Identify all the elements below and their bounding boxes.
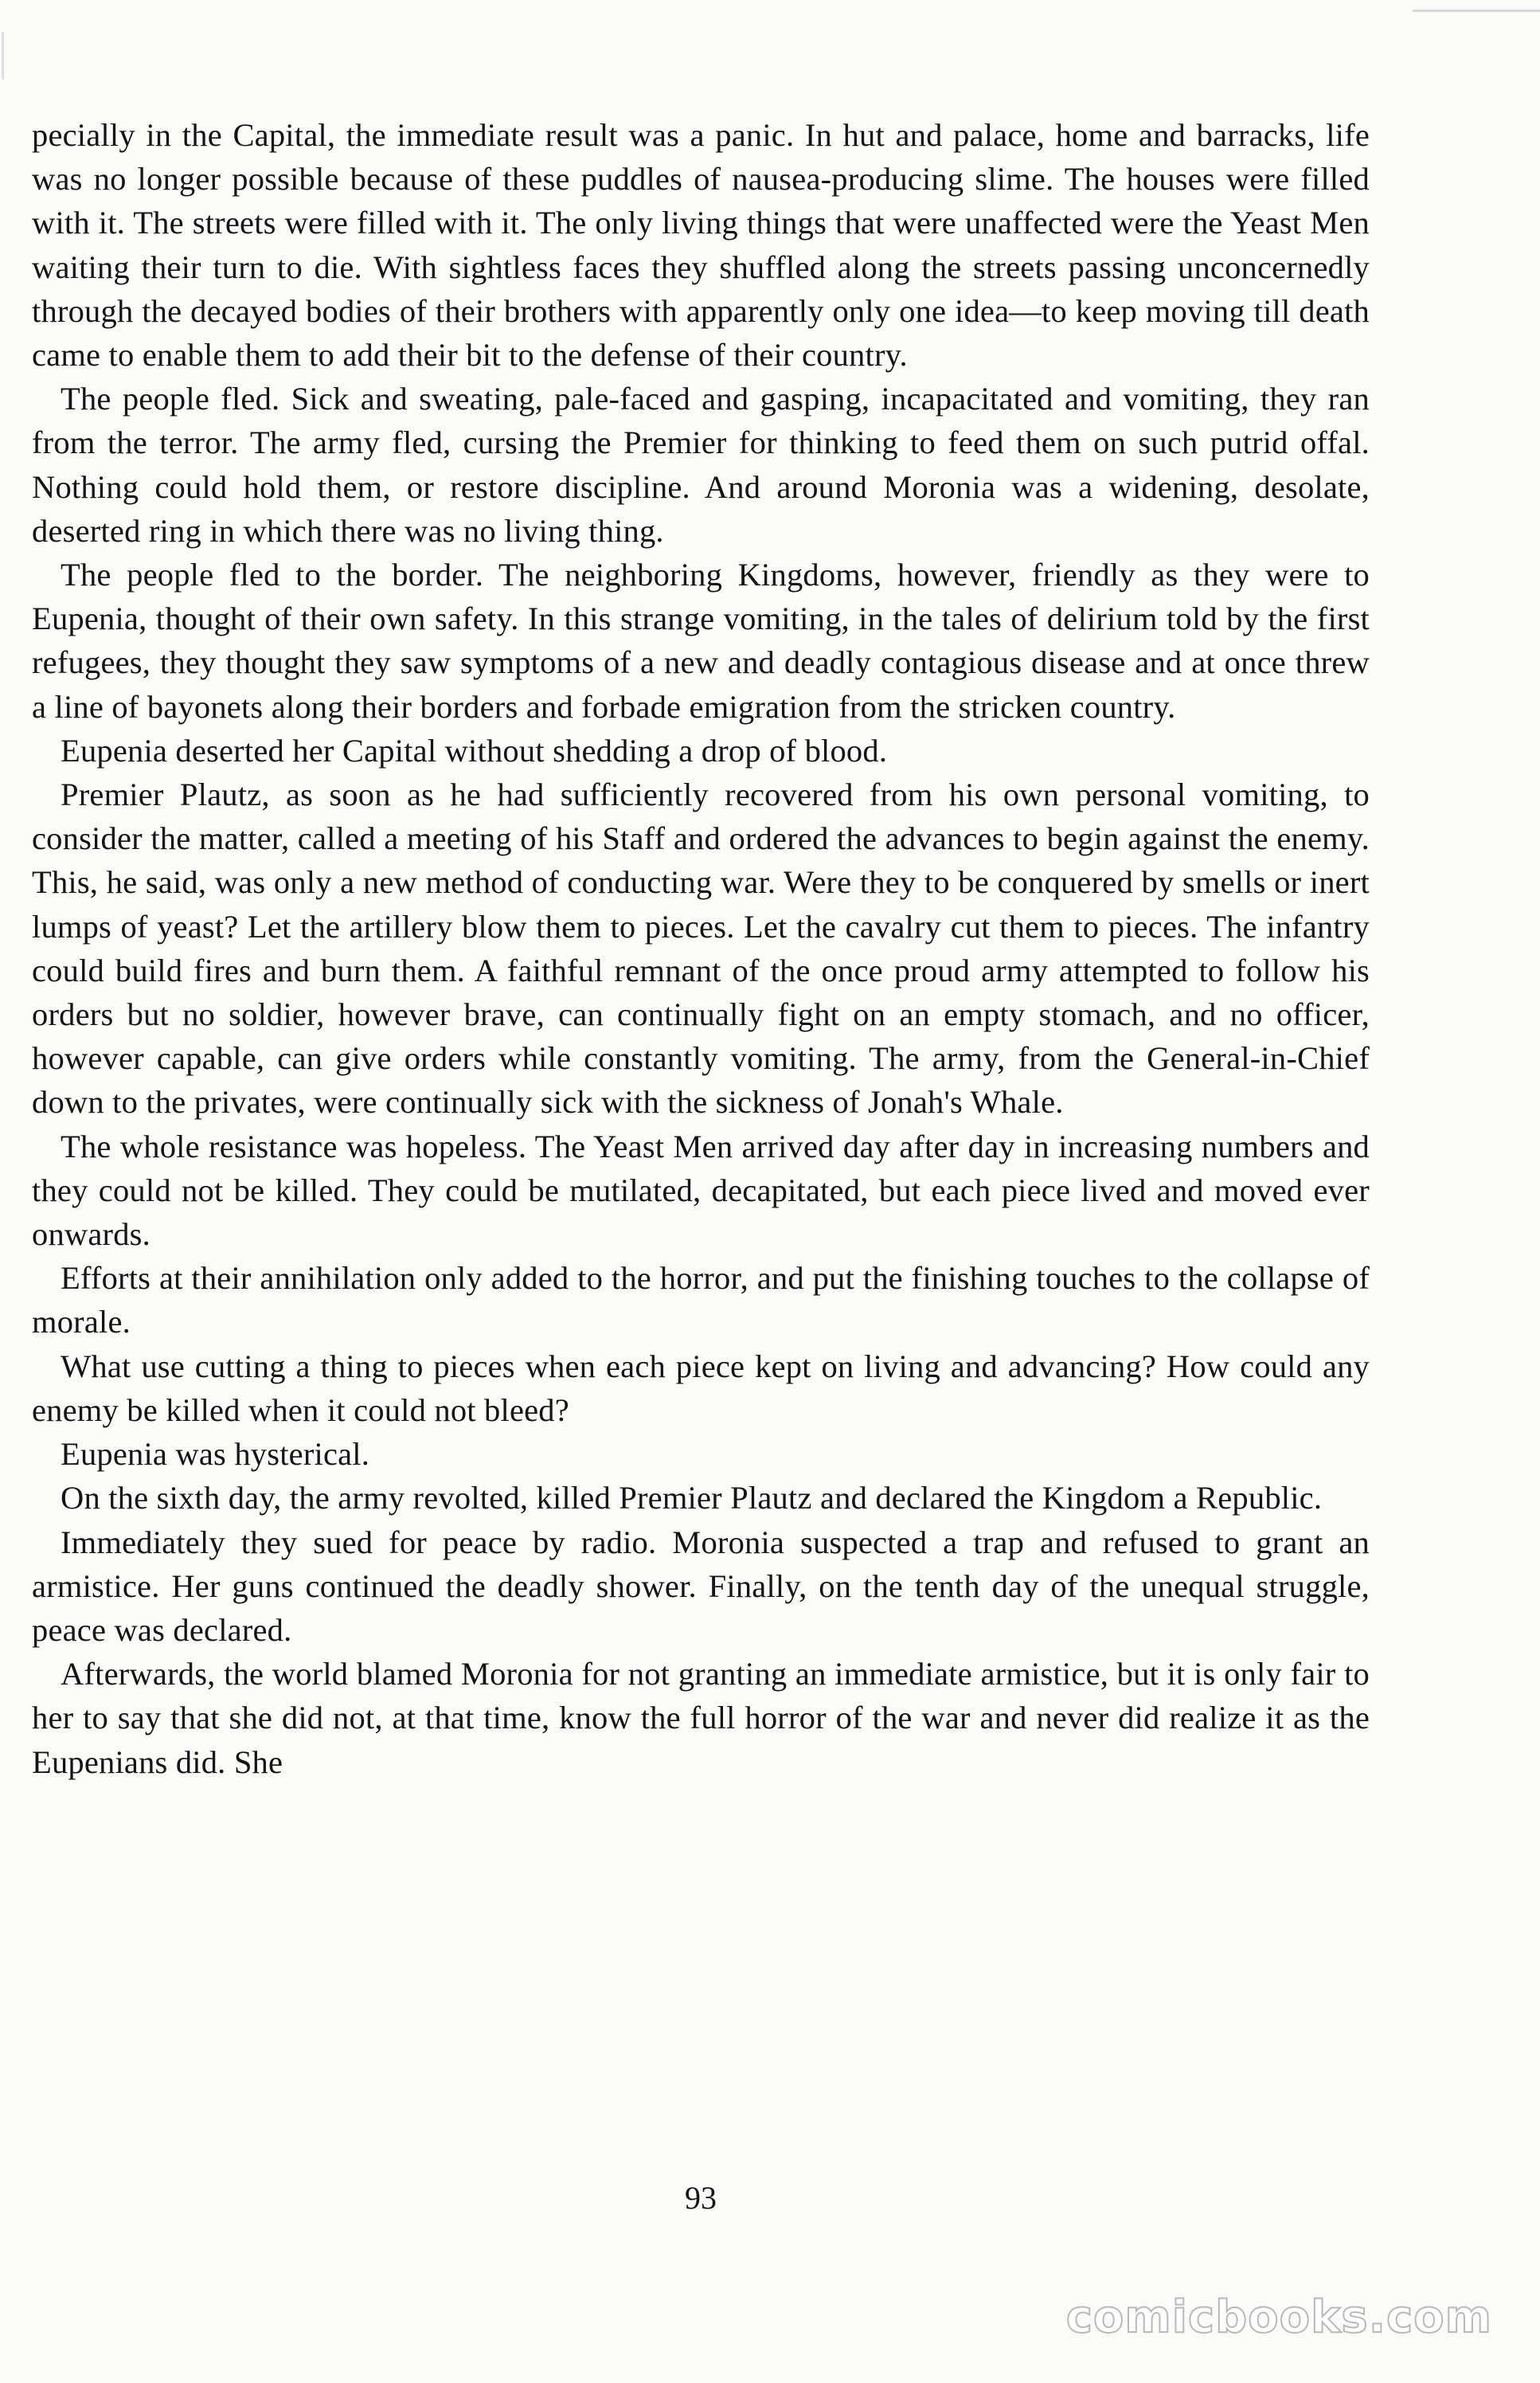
- left-edge-mark: [2, 32, 4, 80]
- paragraph: Efforts at their annihilation only added to the horror, and put the finishing touches to the collapse of morale.: [32, 1260, 1370, 1340]
- paragraph: The people fled to the border. The neighboring Kingdoms, however, friendly as they were to Eupenia, thought of their own safety. In this strange vomiting, in the tales of delirium told by the first refugees, they thought they saw symptoms of a new and deadly contagious disease and at once threw a line of bayonets along their borders and forbade emigration from the stricken country.: [32, 557, 1370, 725]
- paragraph: The people fled. Sick and sweating, pale-faced and gasping, incapacitated and vomiting, they ran from the terror. The army fled, cursing the Premier for thinking to feed them on such putrid offal. Nothing could hold them, or restore discipline. And around Moronia was a widening, desolate, deserted ring in which there was no living thing.: [32, 381, 1370, 549]
- paragraph: Afterwards, the world blamed Moronia for not granting an immediate armistice, but it is only fair to her to say that she did not, at that time, know the full horror of the war and never did realize it as the Eupenians did. She: [32, 1656, 1370, 1780]
- paragraph: On the sixth day, the army revolted, killed Premier Plautz and declared the Kingdom a Republic.: [61, 1480, 1323, 1516]
- paragraph: Immediately they sued for peace by radio. Moronia suspected a trap and refused to grant an armistice. Her guns continued the deadly shower. Finally, on the tenth day of the unequal struggle, peace was declared.: [32, 1524, 1370, 1648]
- paragraph: The whole resistance was hopeless. The Yeast Men arrived day after day in increasing numbers and they could not be killed. They could be mutilated, decapitated, but each piece lived and moved ever onwards.: [32, 1128, 1370, 1253]
- body-text: [32, 113, 1370, 1784]
- paragraph: pecially in the Capital, the immediate result was a panic. In hut and palace, home and barracks, life was no longer possible because of these puddles of nausea-producing slime. The houses were filled with it. The streets were filled with it. The only living things that were unaffected were the Yeast Men waiting their turn to die. With sightless faces they shuffled along the streets passing unconcernedly through the decayed bodies of their brothers with apparently only one idea—to keep moving till death came to enable them to add their bit to the defense of their country.: [32, 117, 1370, 374]
- book-page: [32, 64, 1370, 2230]
- paragraph: What use cutting a thing to pieces when each piece kept on living and advancing? How could any enemy be killed when it could not bleed?: [32, 1348, 1370, 1428]
- paragraph: Eupenia was hysterical.: [61, 1436, 370, 1473]
- top-edge-rule: [1413, 10, 1540, 12]
- watermark-logo: comicbooks.com: [1065, 2291, 1492, 2343]
- paragraph: Eupenia deserted her Capital without shedding a drop of blood.: [61, 732, 888, 769]
- paragraph: Premier Plautz, as soon as he had sufficiently recovered from his own personal vomiting, to consider the matter, called a meeting of his Staff and ordered the advances to begin against the enemy. This, he said, was only a new method of conducting war. Were they to be conquered by smells or inert lumps of yeast? Let the artillery blow them to pieces. Let the cavalry cut them to pieces. The infantry could build fires and burn them. A faithful remnant of the once proud army attempted to follow his orders but no soldier, however brave, can continually fight on an empty stomach, and no officer, however capable, can give orders while constantly vomiting. The army, from the General-in-Chief down to the privates, were continually sick with the sickness of Jonah's Whale.: [32, 777, 1370, 1121]
- page-number: 93: [685, 2180, 717, 2216]
